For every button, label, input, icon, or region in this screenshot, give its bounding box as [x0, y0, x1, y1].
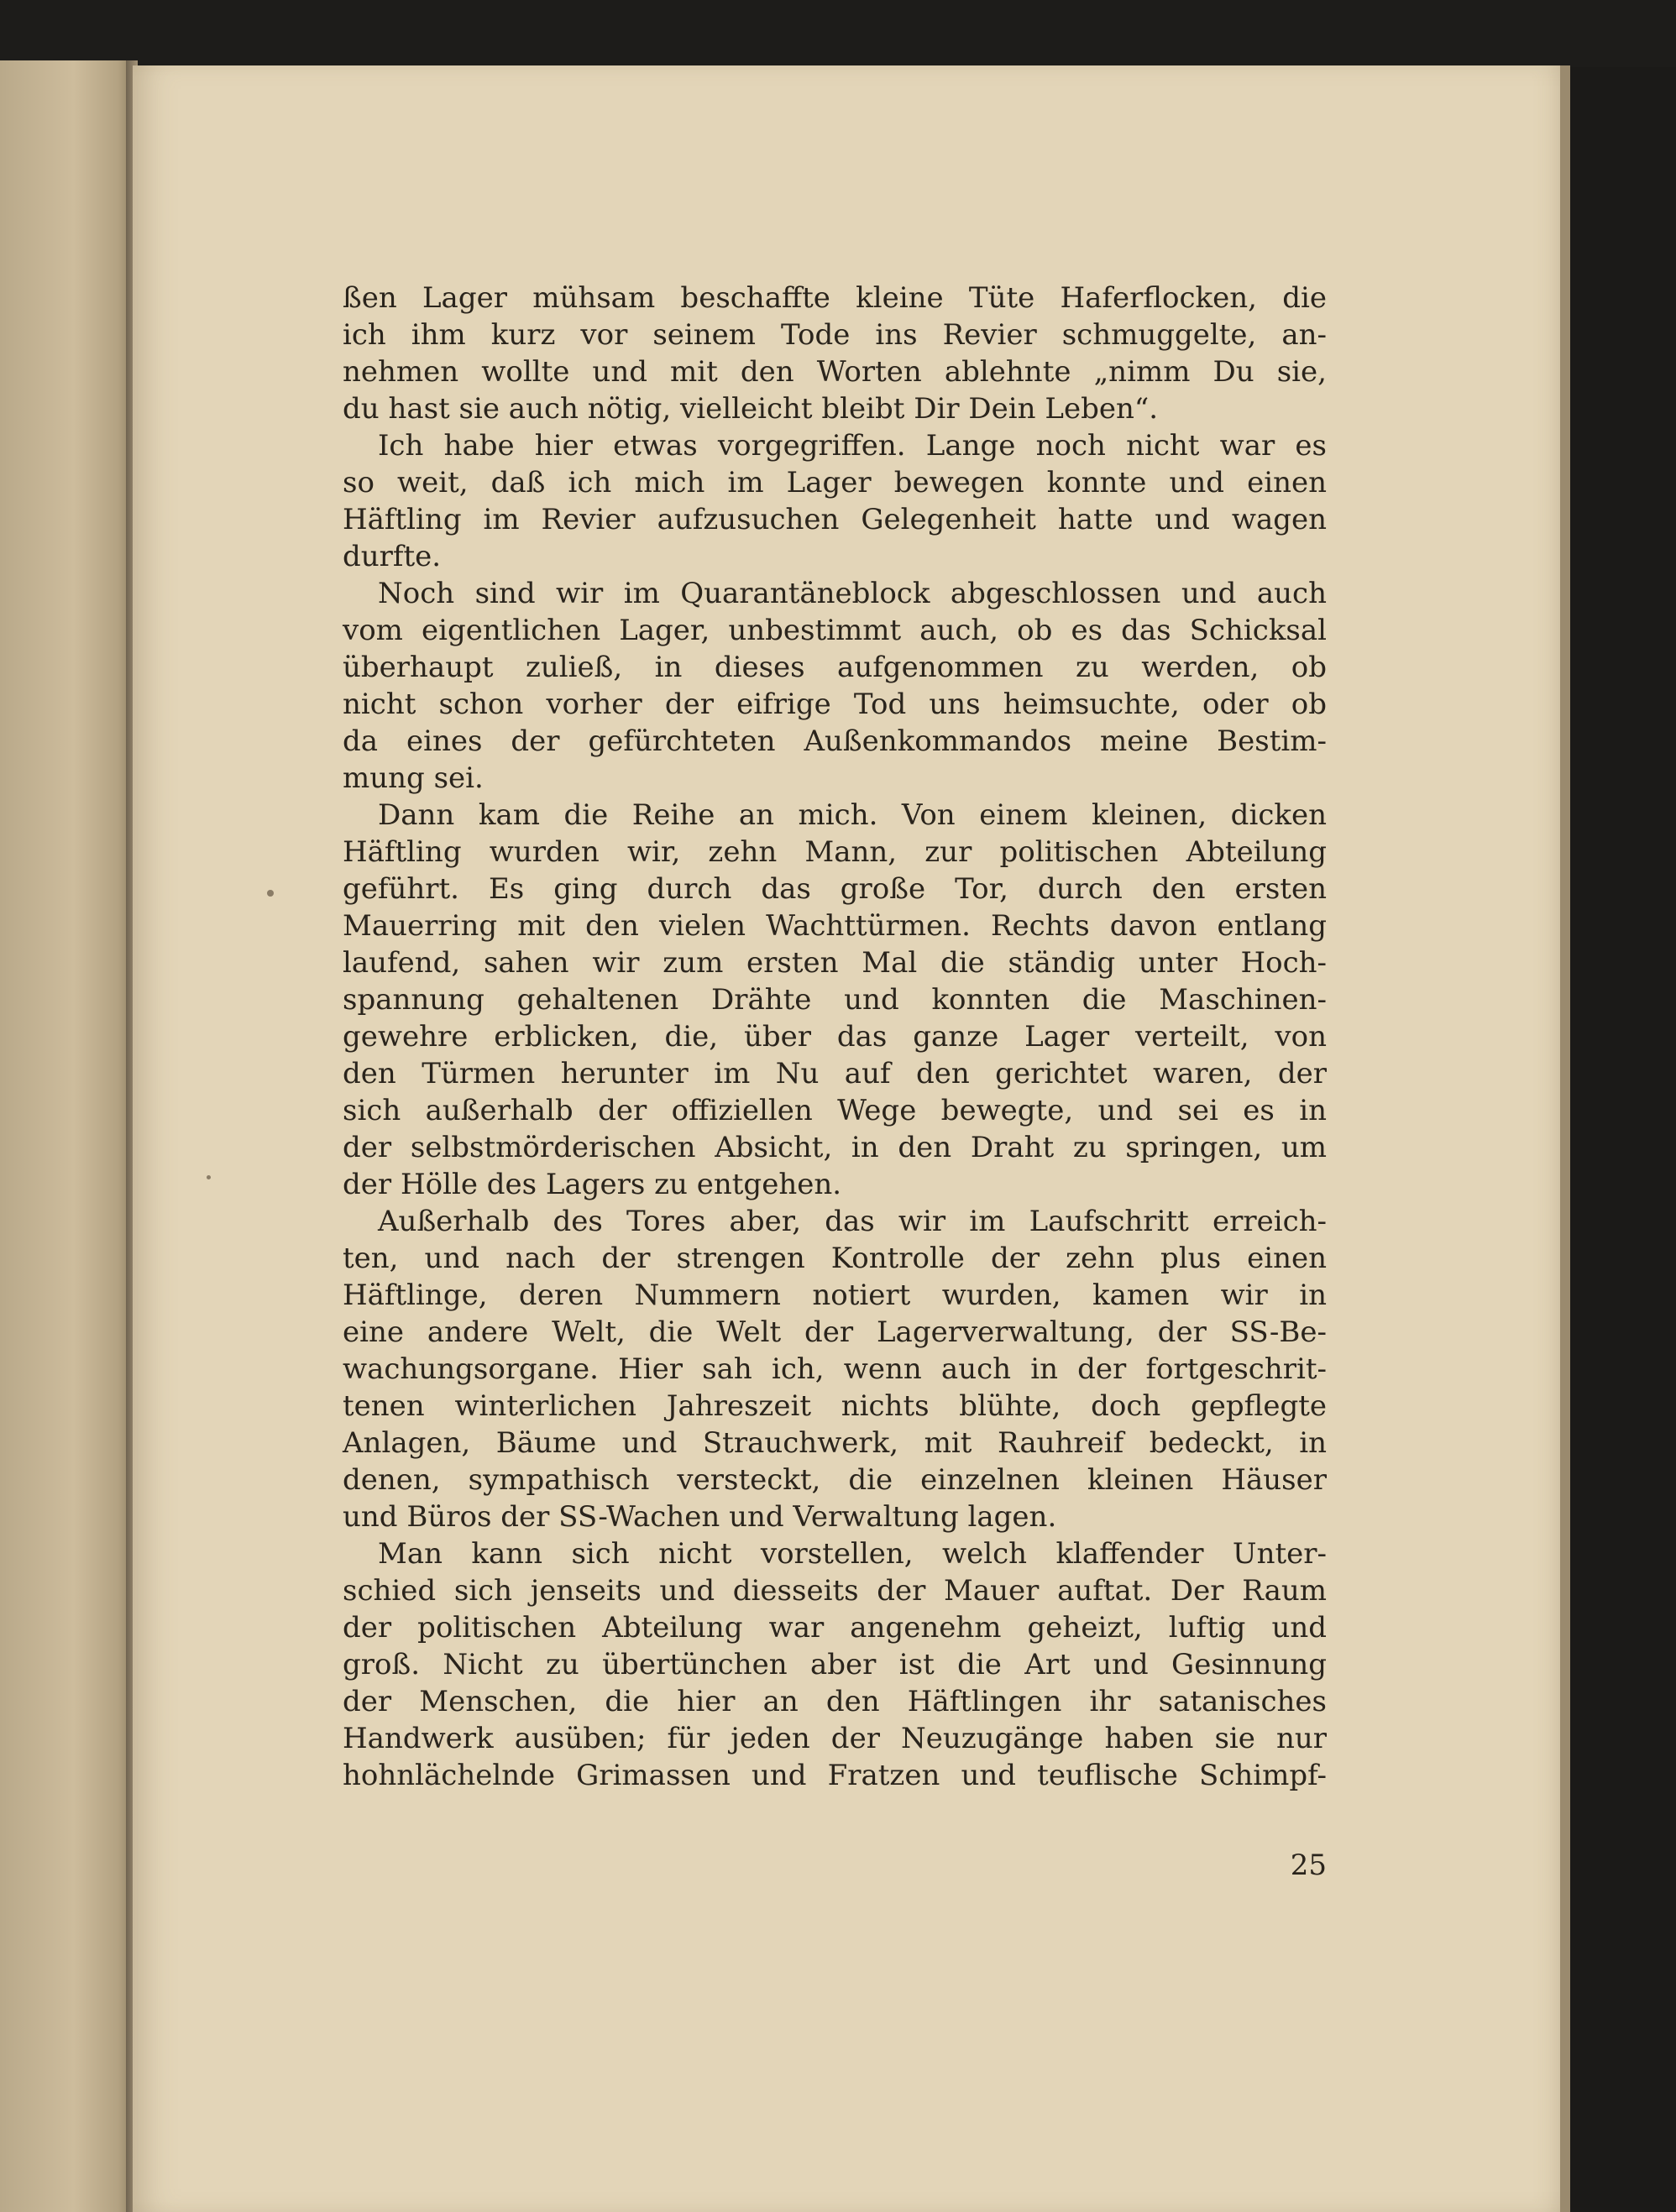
text-line: denen, sympathisch versteckt, die einzelnen kleinen Häuser — [343, 1463, 1327, 1497]
text-line: der selbstmörderischen Absicht, in den Draht zu springen, um — [343, 1131, 1327, 1164]
text-line: Ich habe hier etwas vorgegriffen. Lange noch nicht war es — [378, 429, 1327, 463]
text-line: Handwerk ausüben; für jeden der Neuzugänge haben sie nur — [343, 1722, 1327, 1755]
text-line: tenen winterlichen Jahreszeit nichts blühte, doch gepflegte — [343, 1389, 1327, 1423]
text-line: den Türmen herunter im Nu auf den gerichtet waren, der — [343, 1057, 1327, 1090]
text-line: durfte. — [343, 540, 442, 573]
text-line: ten, und nach der strengen Kontrolle der zehn plus einen — [343, 1242, 1327, 1275]
scan-top-border — [0, 0, 1676, 67]
text-line: ßen Lager mühsam beschaffte kleine Tüte Haferflocken, die — [343, 281, 1327, 315]
paper-speck — [267, 890, 274, 897]
page-number: 25 — [1290, 1849, 1327, 1882]
text-line: Häftling wurden wir, zehn Mann, zur politischen Abteilung — [343, 835, 1327, 869]
page-right-edge — [1560, 65, 1570, 2212]
paper-speck — [207, 1175, 211, 1179]
previous-page-edge — [0, 60, 134, 2212]
text-line: der Menschen, die hier an den Häftlingen ihr satanisches — [343, 1685, 1327, 1718]
text-line: da eines der gefürchteten Außenkommandos meine Bestim- — [343, 724, 1327, 758]
text-line: Außerhalb des Tores aber, das wir im Laufschritt erreich- — [378, 1205, 1327, 1238]
text-line: vom eigentlichen Lager, unbestimmt auch, ob es das Schicksal — [343, 614, 1327, 647]
text-line: Man kann sich nicht vorstellen, welch klaffender Unter- — [378, 1537, 1327, 1571]
text-line: Dann kam die Reihe an mich. Von einem kleinen, dicken — [378, 798, 1327, 832]
text-line: schied sich jenseits und diesseits der Mauer auftat. Der Raum — [343, 1574, 1327, 1608]
text-line: sich außerhalb der offiziellen Wege bewegte, und sei es in — [343, 1094, 1327, 1127]
text-line: geführt. Es ging durch das große Tor, durch den ersten — [343, 872, 1327, 906]
text-line: mung sei. — [343, 761, 484, 795]
text-line: ich ihm kurz vor seinem Tode ins Revier schmuggelte, an- — [343, 318, 1327, 352]
text-line: nicht schon vorher der eifrige Tod uns heimsuchte, oder ob — [343, 688, 1327, 721]
text-line: Anlagen, Bäume und Strauchwerk, mit Rauhreif bedeckt, in — [343, 1426, 1327, 1460]
text-line: überhaupt zuließ, in dieses aufgenommen zu werden, ob — [343, 651, 1327, 684]
text-line: wachungsorgane. Hier sah ich, wenn auch in der fortgeschrit- — [343, 1352, 1327, 1386]
body-text — [343, 280, 1327, 1794]
text-line: groß. Nicht zu übertünchen aber ist die Art und Gesinnung — [343, 1648, 1327, 1681]
text-line: nehmen wollte und mit den Worten ablehnte „nimm Du sie, — [343, 355, 1327, 389]
text-line: hohnlächelnde Grimassen und Fratzen und teuflische Schimpf- — [343, 1759, 1327, 1792]
text-line: Häftlinge, deren Nummern notiert wurden, kamen wir in — [343, 1279, 1327, 1312]
text-line: du hast sie auch nötig, vielleicht bleibt Dir Dein Leben“. — [343, 392, 1159, 426]
text-line: gewehre erblicken, die, über das ganze Lager verteilt, von — [343, 1020, 1327, 1054]
text-line: Mauerring mit den vielen Wachttürmen. Rechts davon entlang — [343, 909, 1327, 943]
text-line: eine andere Welt, die Welt der Lagerverwaltung, der SS-Be- — [343, 1315, 1327, 1349]
text-line: Häftling im Revier aufzusuchen Gelegenheit hatte und wagen — [343, 503, 1327, 536]
text-line: laufend, sahen wir zum ersten Mal die ständig unter Hoch- — [343, 946, 1327, 980]
text-line: so weit, daß ich mich im Lager bewegen konnte und einen — [343, 466, 1327, 499]
text-line: der politischen Abteilung war angenehm geheizt, luftig und — [343, 1611, 1327, 1645]
text-line: spannung gehaltenen Drähte und konnten die Maschinen- — [343, 983, 1327, 1017]
text-line: Noch sind wir im Quarantäneblock abgeschlossen und auch — [378, 577, 1327, 610]
text-line: und Büros der SS-Wachen und Verwaltung lagen. — [343, 1500, 1057, 1534]
text-line: der Hölle des Lagers zu entgehen. — [343, 1168, 842, 1201]
